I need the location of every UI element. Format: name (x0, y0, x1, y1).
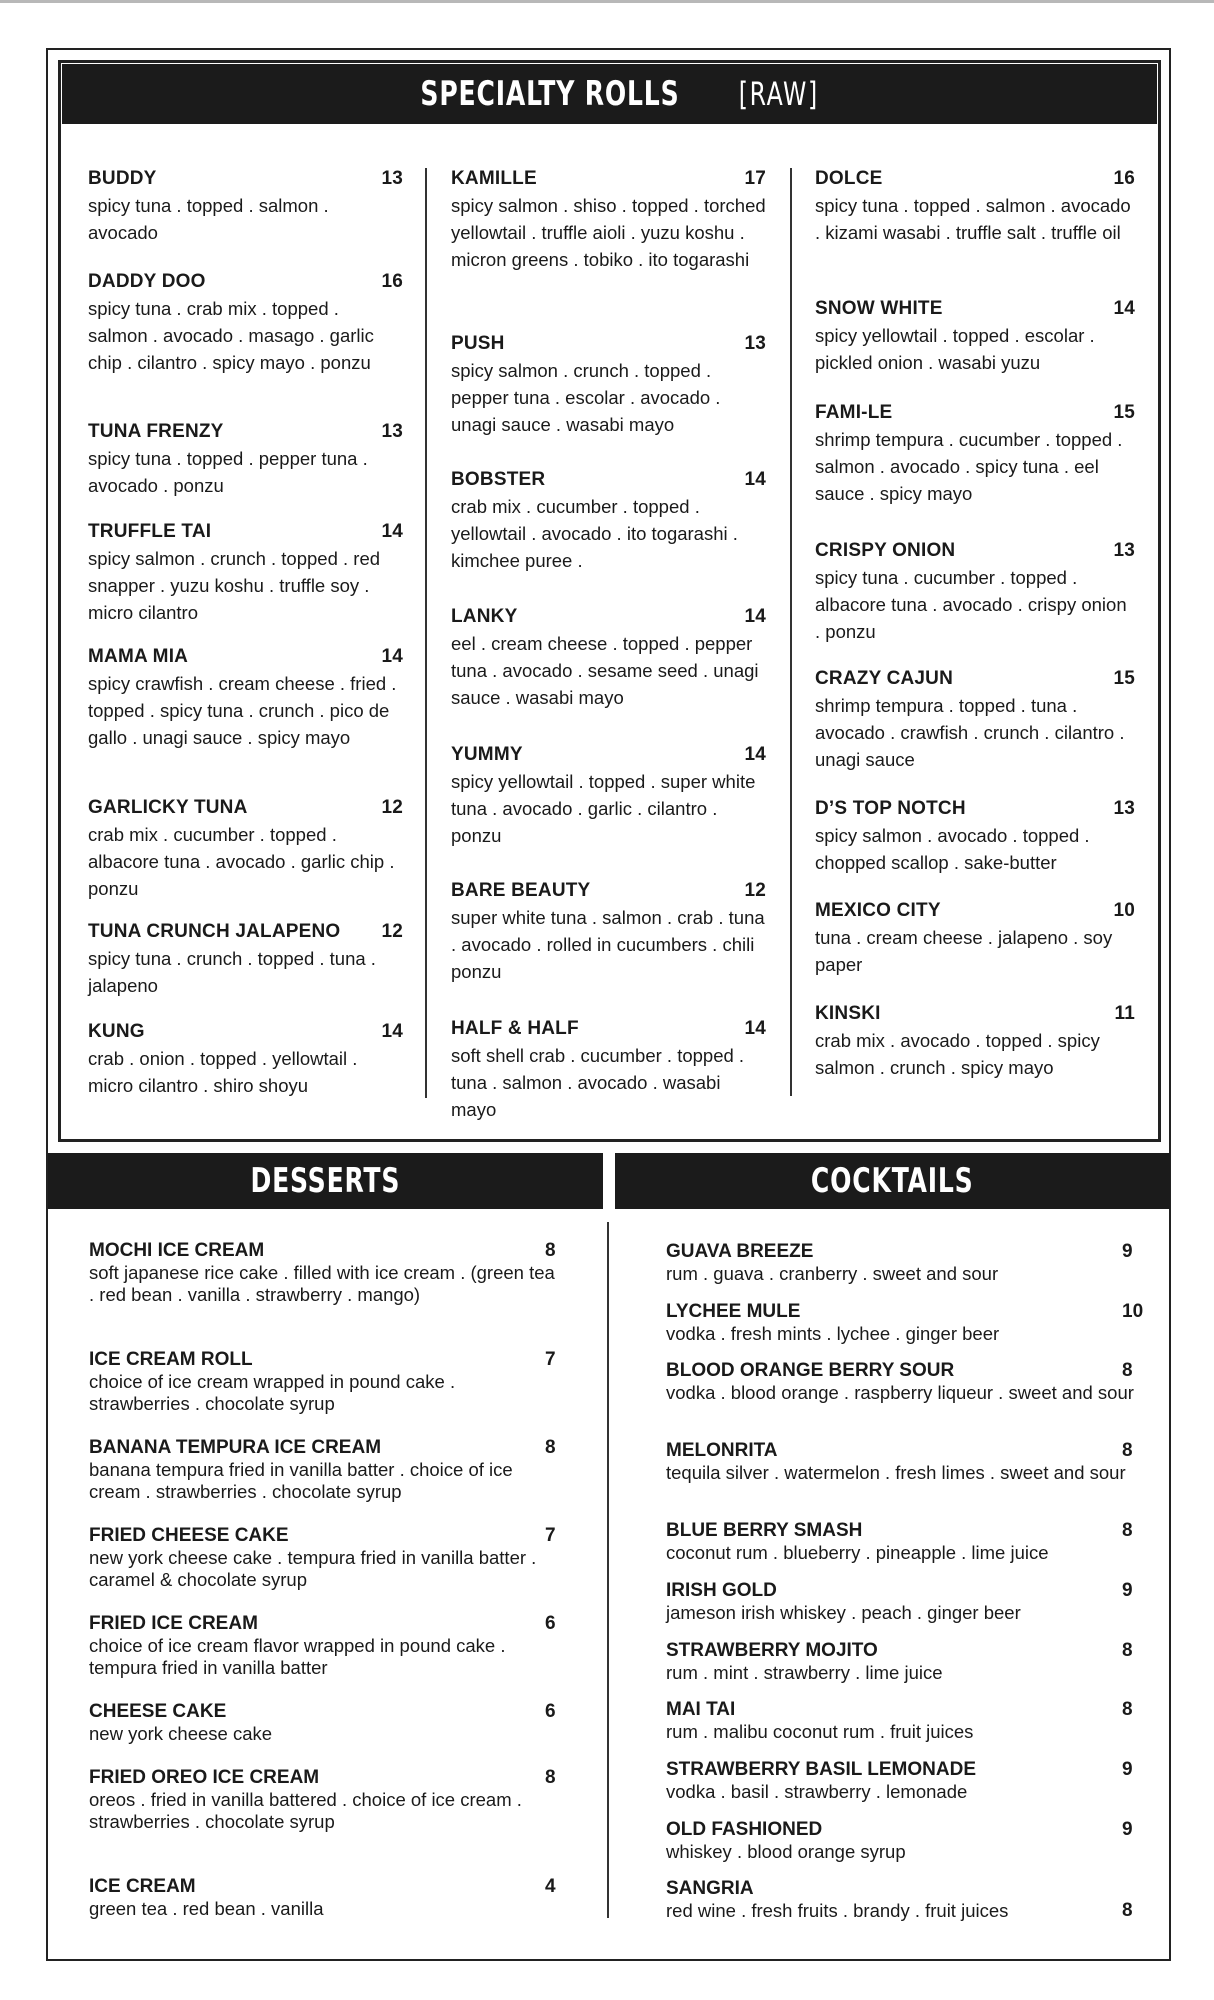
roll-header (88, 646, 403, 668)
roll-item (815, 168, 1135, 246)
cocktail-name: SANGRIA (666, 1878, 754, 1899)
roll-price: 13 (381, 421, 403, 442)
cocktail-price: 9 (1122, 1241, 1133, 1262)
roll-name: TUNA FRENZY (88, 421, 224, 442)
cocktails-title: COCKTAILS (811, 1161, 974, 1201)
roll-header (815, 668, 1135, 690)
cocktail-description: whiskey . blood orange syrup (666, 1841, 906, 1862)
roll-header (451, 880, 766, 902)
roll-description: crab mix . cucumber . topped . albacore tuna . avocado . garlic chip . ponzu (88, 824, 395, 899)
cocktail-item (666, 1819, 1146, 1863)
roll-description: spicy tuna . topped . salmon . avocado . kizami wasabi . truffle salt . truffle oil (815, 195, 1131, 243)
roll-price: 12 (744, 880, 766, 901)
roll-header (88, 797, 403, 819)
roll-header (88, 271, 403, 293)
cocktail-price: 8 (1122, 1520, 1133, 1541)
roll-name: HALF & HALF (451, 1018, 579, 1039)
roll-name: YUMMY (451, 744, 523, 765)
roll-item (815, 900, 1135, 978)
roll-header (88, 1021, 403, 1043)
roll-price: 14 (381, 521, 403, 542)
roll-header (815, 798, 1135, 820)
dessert-price: 6 (545, 1701, 556, 1722)
roll-description: spicy salmon . crunch . topped . pepper tuna . escolar . avocado . unagi sauce . wasabi mayo (451, 360, 721, 435)
roll-name: BUDDY (88, 168, 157, 189)
dessert-name: ICE CREAM (89, 1876, 196, 1897)
cocktail-name: STRAWBERRY MOJITO (666, 1640, 878, 1661)
roll-price: 16 (381, 271, 403, 292)
roll-price: 13 (1113, 540, 1135, 561)
roll-price: 14 (744, 606, 766, 627)
roll-name: CRISPY ONION (815, 540, 956, 561)
cocktail-name: STRAWBERRY BASIL LEMONADE (666, 1759, 977, 1780)
roll-item (815, 1003, 1135, 1081)
cocktail-price: 8 (1122, 1640, 1133, 1661)
dessert-item (89, 1701, 559, 1745)
roll-header (451, 606, 766, 628)
cocktails-banner (615, 1153, 1170, 1209)
roll-header (451, 469, 766, 491)
cocktail-description: tequila silver . watermelon . fresh limes . sweet and sour (666, 1462, 1126, 1483)
roll-name: FAMI-LE (815, 402, 893, 423)
roll-description: shrimp tempura . topped . tuna . avocado . crawfish . crunch . cilantro . unagi sauce (815, 695, 1125, 770)
roll-description: spicy yellowtail . topped . super white tuna . avocado . garlic . cilantro . ponzu (451, 771, 756, 846)
roll-price: 10 (1113, 900, 1135, 921)
cocktail-item (666, 1580, 1146, 1624)
roll-name: KUNG (88, 1021, 145, 1042)
roll-item (815, 798, 1135, 876)
roll-name: MEXICO CITY (815, 900, 941, 921)
roll-name: MAMA MIA (88, 646, 189, 667)
roll-price: 12 (381, 797, 403, 818)
roll-description: crab mix . cucumber . topped . yellowtail . avocado . ito togarashi . kimchee puree . (451, 496, 738, 571)
roll-name: SNOW WHITE (815, 298, 943, 319)
roll-item (88, 646, 403, 751)
cocktail-price: 10 (1122, 1301, 1144, 1322)
cocktail-item (666, 1878, 1146, 1922)
dessert-price: 4 (545, 1876, 556, 1897)
roll-price: 15 (1113, 402, 1135, 423)
roll-price: 14 (744, 469, 766, 490)
roll-price: 14 (1113, 298, 1135, 319)
roll-name: TUNA CRUNCH JALAPENO (88, 921, 341, 942)
cocktail-price: 9 (1122, 1819, 1133, 1840)
roll-item (815, 668, 1135, 773)
cocktail-item (666, 1440, 1146, 1484)
roll-name: BARE BEAUTY (451, 880, 591, 901)
roll-description: tuna . cream cheese . jalapeno . soy paper (815, 927, 1113, 975)
cocktail-item (666, 1699, 1146, 1743)
roll-name: LANKY (451, 606, 518, 627)
roll-name: CRAZY CAJUN (815, 668, 954, 689)
cocktail-name: LYCHEE MULE (666, 1301, 801, 1322)
roll-price: 16 (1113, 168, 1135, 189)
cocktail-item (666, 1520, 1146, 1564)
roll-header (815, 402, 1135, 424)
roll-item (88, 168, 403, 246)
roll-header (88, 421, 403, 443)
roll-name: BOBSTER (451, 469, 546, 490)
roll-name: KAMILLE (451, 168, 537, 189)
cocktail-price: 8 (1122, 1699, 1133, 1720)
roll-price: 12 (381, 921, 403, 942)
cocktail-name: OLD FASHIONED (666, 1819, 823, 1840)
desserts-banner (48, 1153, 603, 1209)
roll-item (451, 469, 766, 574)
dessert-price: 8 (545, 1240, 556, 1261)
roll-name: GARLICKY TUNA (88, 797, 248, 818)
cocktail-price: 8 (1122, 1360, 1133, 1381)
roll-price: 13 (744, 333, 766, 354)
roll-description: super white tuna . salmon . crab . tuna . avocado . rolled in cucumbers . chili ponzu (451, 907, 765, 982)
cocktail-name: GUAVA BREEZE (666, 1241, 814, 1262)
roll-description: spicy tuna . crab mix . topped . salmon . avocado . masago . garlic chip . cilantro . spicy mayo . ponzu (88, 298, 374, 373)
roll-description: crab . onion . topped . yellowtail . micro cilantro . shiro shoyu (88, 1048, 358, 1096)
roll-item (88, 271, 403, 376)
dessert-description: green tea . red bean . vanilla (89, 1898, 324, 1919)
roll-item (451, 880, 766, 985)
dessert-description: choice of ice cream flavor wrapped in pound cake . tempura fried in vanilla batter (89, 1635, 506, 1678)
cocktail-item (666, 1360, 1146, 1404)
roll-name: D’S TOP NOTCH (815, 798, 966, 819)
dessert-item (89, 1613, 559, 1678)
dessert-name: MOCHI ICE CREAM (89, 1240, 265, 1261)
roll-description: spicy salmon . shiso . topped . torched yellowtail . truffle aioli . yuzu koshu . micron greens . tobiko . ito togarashi (451, 195, 766, 270)
cocktail-description: rum . malibu coconut rum . fruit juices (666, 1721, 974, 1742)
dessert-name: FRIED CHEESE CAKE (89, 1525, 289, 1546)
roll-description: spicy tuna . cucumber . topped . albacore tuna . avocado . crispy onion . ponzu (815, 567, 1127, 642)
roll-price: 14 (381, 646, 403, 667)
cocktail-description: rum . guava . cranberry . sweet and sour (666, 1263, 999, 1284)
cocktail-description: red wine . fresh fruits . brandy . fruit juices (666, 1900, 1009, 1921)
desserts-title: DESSERTS (250, 1161, 401, 1201)
roll-header (815, 1003, 1135, 1025)
roll-item (88, 797, 403, 902)
roll-price: 17 (744, 168, 766, 189)
specialty-column-divider-2 (790, 168, 792, 1096)
roll-header (451, 333, 766, 355)
roll-header (815, 540, 1135, 562)
roll-header (88, 168, 403, 190)
roll-price: 14 (744, 1018, 766, 1039)
roll-header (451, 744, 766, 766)
roll-description: eel . cream cheese . topped . pepper tuna . avocado . sesame seed . unagi sauce . wasabi mayo (451, 633, 759, 708)
dessert-name: BANANA TEMPURA ICE CREAM (89, 1437, 382, 1458)
roll-item (815, 402, 1135, 507)
desserts-cocktails-divider (607, 1222, 609, 1918)
cocktail-item (666, 1759, 1146, 1803)
dessert-item (89, 1876, 559, 1920)
cocktail-name: IRISH GOLD (666, 1580, 777, 1601)
roll-description: spicy tuna . crunch . topped . tuna . jalapeno (88, 948, 376, 996)
cocktail-name: MAI TAI (666, 1699, 736, 1720)
roll-price: 13 (1113, 798, 1135, 819)
roll-header (88, 521, 403, 543)
cocktail-description: coconut rum . blueberry . pineapple . lime juice (666, 1542, 1049, 1563)
dessert-price: 7 (545, 1349, 556, 1370)
dessert-price: 8 (545, 1767, 556, 1788)
dessert-price: 6 (545, 1613, 556, 1634)
roll-description: spicy tuna . topped . pepper tuna . avocado . ponzu (88, 448, 368, 496)
dessert-item (89, 1525, 559, 1590)
cocktail-description: jameson irish whiskey . peach . ginger beer (666, 1602, 1021, 1623)
cocktail-price: 8 (1122, 1440, 1133, 1461)
cocktail-description: rum . mint . strawberry . lime juice (666, 1662, 943, 1683)
roll-item (451, 606, 766, 711)
roll-item (88, 521, 403, 626)
dessert-description: new york cheese cake (89, 1723, 273, 1744)
specialty-column-divider-1 (425, 168, 427, 1098)
roll-item (451, 333, 766, 438)
cocktail-price: 9 (1122, 1580, 1133, 1601)
roll-price: 15 (1113, 668, 1135, 689)
roll-item (88, 921, 403, 999)
roll-header (88, 921, 403, 943)
cocktail-price: 9 (1122, 1759, 1133, 1780)
roll-name: DADDY DOO (88, 271, 206, 292)
page-top-edge (0, 0, 1214, 3)
cocktail-description: vodka . fresh mints . lychee . ginger beer (666, 1323, 1000, 1344)
specialty-banner (62, 64, 1157, 124)
cocktail-description: vodka . blood orange . raspberry liqueur . sweet and sour (666, 1382, 1134, 1403)
dessert-description: banana tempura fried in vanilla batter . choice of ice cream . strawberries . chocolate syrup (89, 1459, 513, 1502)
roll-name: KINSKI (815, 1003, 881, 1024)
roll-item (451, 168, 766, 273)
roll-description: spicy crawfish . cream cheese . fried . topped . spicy tuna . crunch . pico de gallo . unagi sauce . spicy mayo (88, 673, 397, 748)
specialty-raw-tag: [RAW] (738, 75, 819, 113)
dessert-name: FRIED OREO ICE CREAM (89, 1767, 320, 1788)
roll-item (815, 298, 1135, 376)
roll-item (88, 421, 403, 499)
roll-name: TRUFFLE TAI (88, 521, 212, 542)
roll-header (451, 168, 766, 190)
specialty-title: SPECIALTY ROLLS (420, 74, 680, 114)
roll-price: 13 (381, 168, 403, 189)
roll-price: 14 (744, 744, 766, 765)
dessert-description: oreos . fried in vanilla battered . choice of ice cream . strawberries . chocolate syrup (89, 1789, 522, 1832)
cocktail-name: MELONRITA (666, 1440, 778, 1461)
dessert-description: soft japanese rice cake . filled with ice cream . (green tea . red bean . vanilla . strawberry . mango) (89, 1262, 555, 1305)
roll-item (451, 1018, 766, 1123)
roll-name: PUSH (451, 333, 505, 354)
roll-item (88, 1021, 403, 1099)
dessert-price: 7 (545, 1525, 556, 1546)
roll-item (451, 744, 766, 849)
dessert-description: new york cheese cake . tempura fried in vanilla batter . caramel & chocolate syrup (89, 1547, 537, 1590)
roll-price: 14 (381, 1021, 403, 1042)
roll-description: crab mix . avocado . topped . spicy salmon . crunch . spicy mayo (815, 1030, 1100, 1078)
dessert-name: ICE CREAM ROLL (89, 1349, 253, 1370)
roll-description: spicy tuna . topped . salmon . avocado (88, 195, 329, 243)
roll-description: spicy yellowtail . topped . escolar . pickled onion . wasabi yuzu (815, 325, 1095, 373)
cocktail-description: vodka . basil . strawberry . lemonade (666, 1781, 968, 1802)
roll-description: spicy salmon . crunch . topped . red snapper . yuzu koshu . truffle soy . micro cilantro (88, 548, 381, 623)
cocktail-name: BLUE BERRY SMASH (666, 1520, 863, 1541)
roll-name: DOLCE (815, 168, 883, 189)
cocktail-item (666, 1640, 1146, 1684)
dessert-name: FRIED ICE CREAM (89, 1613, 258, 1634)
roll-description: spicy salmon . avocado . topped . chopped scallop . sake-butter (815, 825, 1090, 873)
cocktail-price: 8 (1122, 1900, 1133, 1921)
dessert-item (89, 1240, 559, 1305)
dessert-item (89, 1437, 559, 1502)
dessert-name: CHEESE CAKE (89, 1701, 227, 1722)
roll-header (815, 168, 1135, 190)
cocktail-item (666, 1301, 1146, 1345)
roll-header (815, 298, 1135, 320)
roll-description: soft shell crab . cucumber . topped . tuna . salmon . avocado . wasabi mayo (451, 1045, 745, 1120)
dessert-price: 8 (545, 1437, 556, 1458)
dessert-item (89, 1349, 559, 1414)
cocktail-name: BLOOD ORANGE BERRY SOUR (666, 1360, 955, 1381)
roll-price: 11 (1114, 1003, 1135, 1024)
roll-header (451, 1018, 766, 1040)
cocktail-item (666, 1241, 1146, 1285)
roll-header (815, 900, 1135, 922)
dessert-description: choice of ice cream wrapped in pound cake . strawberries . chocolate syrup (89, 1371, 456, 1414)
dessert-item (89, 1767, 559, 1832)
roll-description: shrimp tempura . cucumber . topped . salmon . avocado . spicy tuna . eel sauce . spicy mayo (815, 429, 1123, 504)
roll-item (815, 540, 1135, 645)
